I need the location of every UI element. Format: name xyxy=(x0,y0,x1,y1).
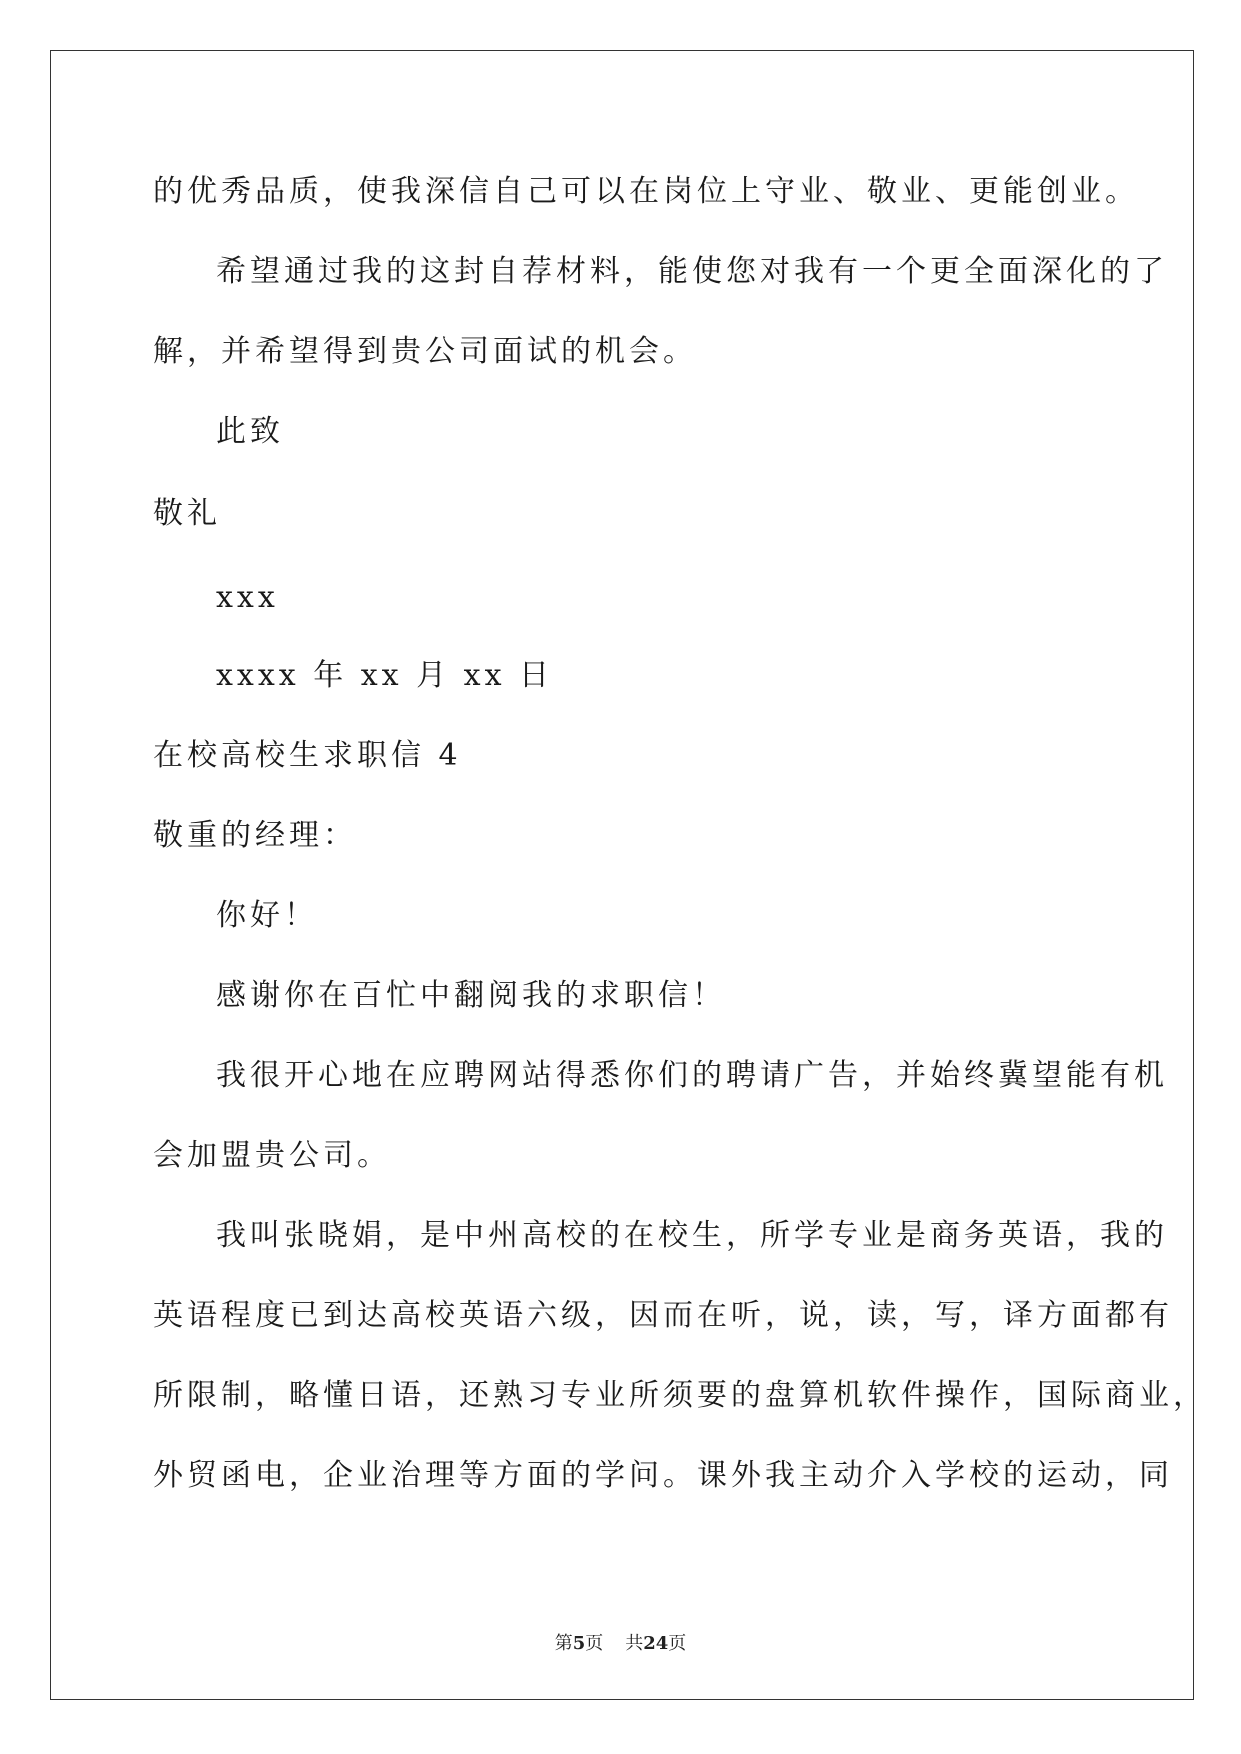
section-heading: 在校高校生求职信 4 xyxy=(153,738,462,773)
text-line: 敬礼 xyxy=(153,496,221,531)
text-line: 我叫张晓娟，是中州高校的在校生，所学专业是商务英语，我的 xyxy=(216,1218,1168,1253)
text-line: 你好！ xyxy=(216,898,318,933)
text-line: 解，并希望得到贵公司面试的机会。 xyxy=(153,334,697,369)
text-line: 外贸函电，企业治理等方面的学问。课外我主动介入学校的运动，同 xyxy=(153,1458,1173,1493)
text-line: 英语程度已到达高校英语六级，因而在听，说，读，写，译方面都有 xyxy=(153,1298,1173,1333)
text-line: 此致 xyxy=(216,414,284,449)
salutation: 敬重的经理： xyxy=(153,818,357,853)
total-pages: 24 xyxy=(643,1633,669,1654)
text-line: 的优秀品质，使我深信自己可以在岗位上守业、敬业、更能创业。 xyxy=(153,174,1139,209)
page-prefix: 第 xyxy=(554,1633,573,1654)
text-line: xxx xyxy=(216,580,279,615)
page-number: 5 xyxy=(572,1633,586,1654)
text-line: 我很开心地在应聘网站得悉你们的聘请广告，并始终冀望能有机 xyxy=(216,1058,1168,1093)
text-line: 感谢你在百忙中翻阅我的求职信！ xyxy=(216,978,726,1013)
text-line: 所限制，略懂日语，还熟习专业所须要的盘算机软件操作，国际商业， xyxy=(153,1378,1207,1413)
total-prefix: 共 xyxy=(625,1633,644,1654)
page-footer xyxy=(0,1632,1241,1656)
page-border xyxy=(50,50,1194,1700)
text-line: 会加盟贵公司。 xyxy=(153,1138,391,1173)
text-line: 希望通过我的这封自荐材料，能使您对我有一个更全面深化的了 xyxy=(216,254,1168,289)
page-suffix: 页 xyxy=(585,1633,604,1654)
total-suffix: 页 xyxy=(668,1633,687,1654)
text-line: xxxx 年 xx 月 xx 日 xyxy=(216,658,554,693)
